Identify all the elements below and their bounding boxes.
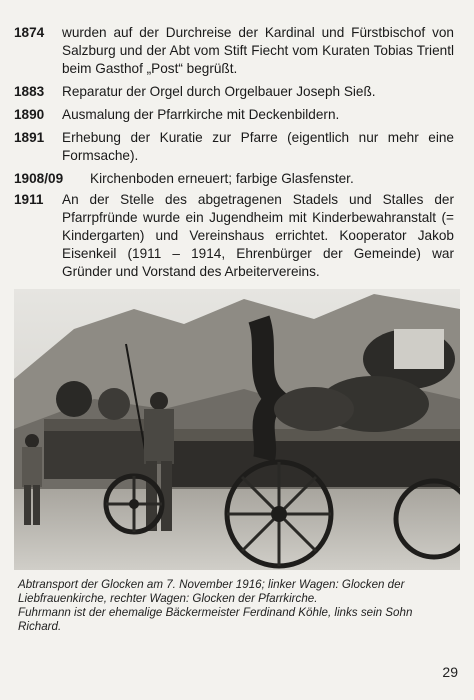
chronicle-entry <box>14 129 454 165</box>
entry-text: An der Stelle des abgetragenen Stadels und Stalles der Pfarrpfründe wurde ein Jugendheim mit Kinderbewahranstalt (= Kindergarten) und Vereinshaus errichtet. Kooperator Jakob Eisenkeil (1911 – 1914, Ehrenbürger der Gemeinde) war Gründer und Vorstand des Arbeitervereins. <box>62 192 454 279</box>
chronicle-entries <box>14 24 454 286</box>
entry-year: 1908/09 <box>14 171 64 186</box>
chronicle-entry <box>14 24 454 78</box>
entry-year: 1890 <box>14 107 45 122</box>
entry-year: 1883 <box>14 84 45 99</box>
photo-caption <box>18 578 458 634</box>
entry-year: 1874 <box>14 25 45 40</box>
chronicle-entry <box>14 106 454 124</box>
chronicle-entry <box>14 83 454 101</box>
historic-photo-illustration <box>14 289 460 570</box>
entry-text: Reparatur der Orgel durch Orgelbauer Joseph Sieß. <box>62 84 376 99</box>
entry-text: wurden auf der Durchreise der Kardinal und Fürstbischof von Salzburg und der Abt vom Stift Fiecht vom Kuraten Tobias Trientl beim Gasthof „Post“ begrüßt. <box>62 25 454 76</box>
entry-year: 1911 <box>14 192 44 207</box>
chronicle-entry <box>14 191 454 281</box>
entry-text: Erhebung der Kuratie zur Pfarre (eigentlich nur mehr eine Formsache). <box>62 130 454 163</box>
caption-line: Abtransport der Glocken am 7. November 1916; linker Wagen: Glocken der Liebfrauenkirche, rechter Wagen: Glocken der Pfarrkirche. <box>18 578 405 605</box>
caption-line: Fuhrmann ist der ehemalige Bäckermeister Ferdinand Köhle, links sein Sohn Richard. <box>18 606 413 633</box>
entry-text: Ausmalung der Pfarrkirche mit Deckenbildern. <box>62 107 340 122</box>
entry-text: Kirchenboden erneuert; farbige Glasfenster. <box>90 171 354 186</box>
entry-year: 1891 <box>14 130 45 145</box>
chronicle-entry <box>14 170 454 188</box>
historic-photo <box>14 289 460 570</box>
page-number: 29 <box>442 664 458 680</box>
